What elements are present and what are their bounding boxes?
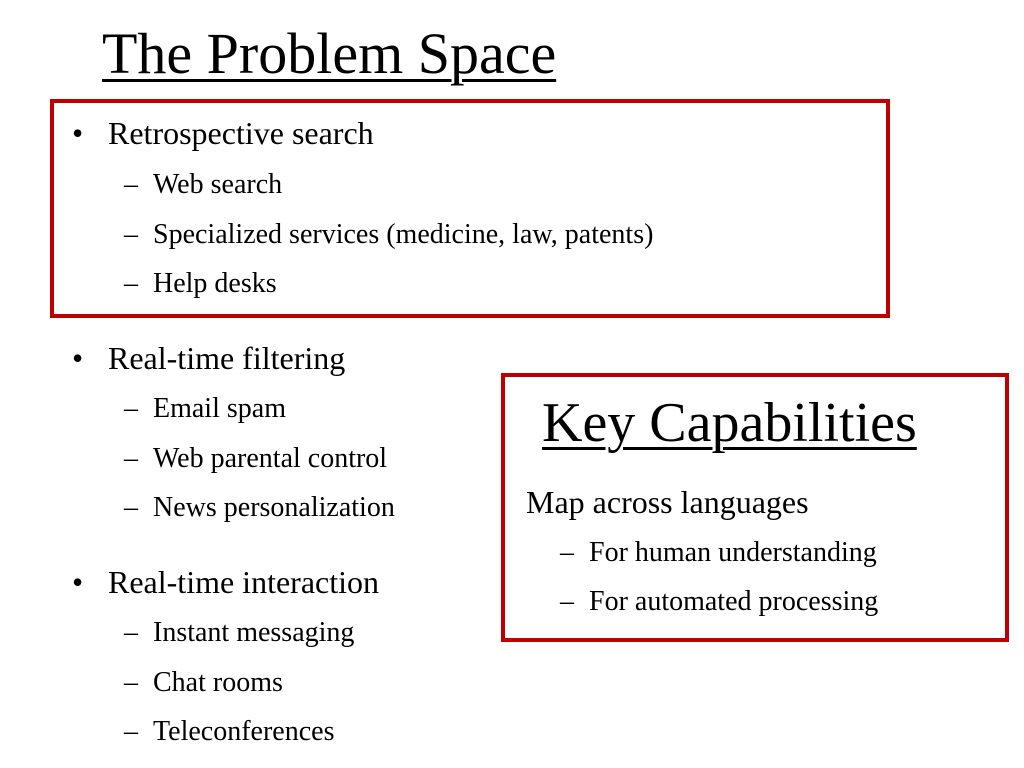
sub-item-label: Instant messaging bbox=[153, 617, 355, 648]
sub-item-label: Specialized services (medicine, law, patents) bbox=[153, 219, 654, 250]
dash-marker: – bbox=[124, 393, 138, 424]
bullet-label: Real-time interaction bbox=[108, 564, 379, 600]
bullet-dot: • bbox=[72, 115, 84, 151]
dash-marker: – bbox=[560, 586, 574, 617]
dash-marker: – bbox=[124, 268, 138, 299]
sub-item-label: Email spam bbox=[153, 393, 286, 424]
dash-marker: – bbox=[124, 667, 138, 698]
key-capability-human-understanding bbox=[560, 536, 877, 570]
sub-item-label: News personalization bbox=[153, 492, 395, 523]
sub-item-teleconferences bbox=[124, 715, 334, 749]
key-capabilities-lead: Map across languages bbox=[526, 484, 809, 520]
key-capability-automated-processing bbox=[560, 585, 878, 619]
bullet-label: Real-time filtering bbox=[108, 340, 346, 376]
sub-item-label: Teleconferences bbox=[153, 716, 335, 747]
dash-marker: – bbox=[560, 537, 574, 568]
sub-item-label: Chat rooms bbox=[153, 667, 283, 698]
sub-item-news-personalization bbox=[124, 491, 395, 525]
key-capability-label: For automated processing bbox=[589, 586, 879, 617]
sub-item-help-desks bbox=[124, 267, 277, 301]
bullet-label: Retrospective search bbox=[108, 115, 374, 151]
sub-item-label: Web search bbox=[153, 169, 283, 200]
dash-marker: – bbox=[124, 219, 138, 250]
sub-item-label: Web parental control bbox=[153, 443, 388, 474]
dash-marker: – bbox=[124, 443, 138, 474]
dash-marker: – bbox=[124, 492, 138, 523]
sub-item-specialized-services bbox=[124, 218, 653, 252]
sub-item-label: Help desks bbox=[153, 268, 277, 299]
sub-item-web-search bbox=[124, 168, 282, 202]
dash-marker: – bbox=[124, 169, 138, 200]
key-capabilities-title: Key Capabilities bbox=[542, 392, 917, 454]
sub-item-chat-rooms bbox=[124, 666, 283, 700]
bullet-retrospective-search bbox=[72, 113, 374, 153]
dash-marker: – bbox=[124, 716, 138, 747]
slide-title: The Problem Space bbox=[102, 21, 557, 86]
bullet-dot: • bbox=[72, 564, 84, 600]
bullet-dot: • bbox=[72, 340, 84, 376]
sub-item-email-spam bbox=[124, 392, 286, 426]
sub-item-web-parental-control bbox=[124, 442, 387, 476]
dash-marker: – bbox=[124, 617, 138, 648]
key-capability-label: For human understanding bbox=[589, 537, 877, 568]
bullet-real-time-filtering bbox=[72, 338, 345, 378]
bullet-real-time-interaction bbox=[72, 562, 379, 602]
sub-item-instant-messaging bbox=[124, 616, 354, 650]
